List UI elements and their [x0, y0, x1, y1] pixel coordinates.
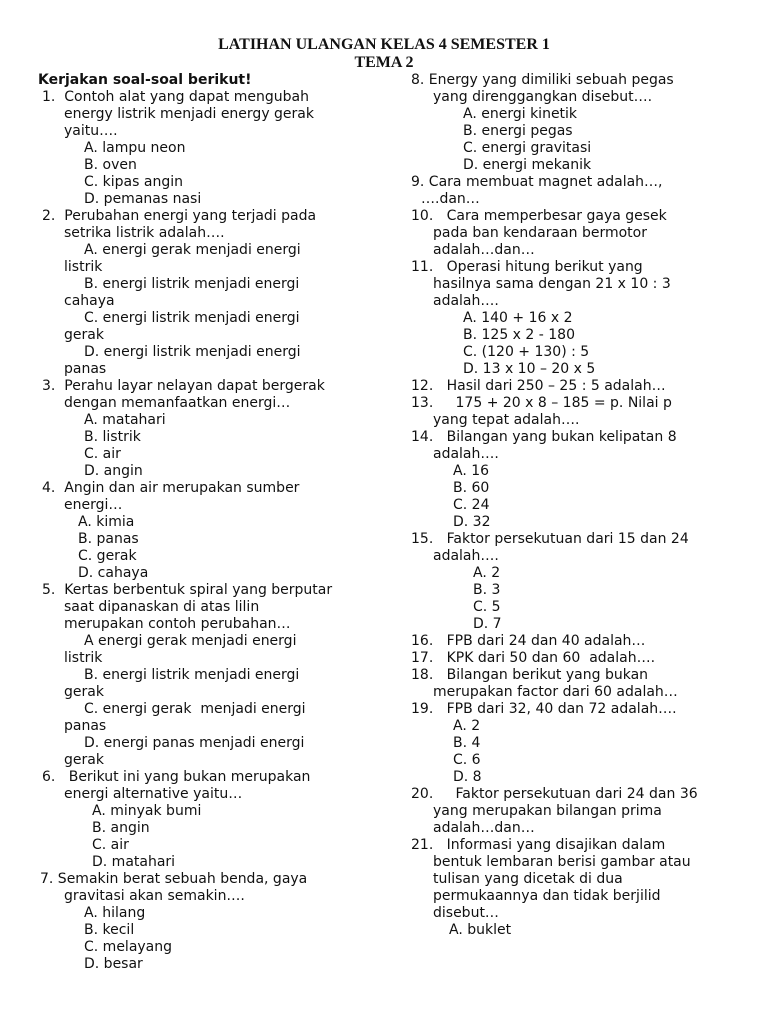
question-line: 7. Semakin berat sebuah benda, gaya [40, 871, 308, 887]
question-line: C. 5 [473, 599, 501, 615]
question-line: A. kimia [78, 514, 135, 530]
question-line: A. hilang [84, 905, 146, 921]
right-question-column [411, 72, 756, 939]
question-line: C. kipas angin [84, 174, 183, 190]
question-line: disebut… [433, 905, 499, 921]
question-line: 19. FPB dari 32, 40 dan 72 adalah…. [411, 701, 677, 717]
question-line: yang direnggangkan disebut…. [433, 89, 653, 105]
question-line: adalah…. [433, 293, 499, 309]
question-line: B. panas [78, 531, 139, 547]
instruction-text: Kerjakan soal-soal berikut! [38, 72, 252, 88]
question-line: D. besar [84, 956, 143, 972]
question-line: B. angin [92, 820, 150, 836]
left-question-column [38, 72, 378, 973]
question-line: adalah…dan… [433, 242, 535, 258]
question-line: 14. Bilangan yang bukan kelipatan 8 [411, 429, 677, 445]
question-line: panas [64, 718, 107, 734]
question-line: 10. Cara memperbesar gaya gesek [411, 208, 667, 224]
question-line: 17. KPK dari 50 dan 60 adalah…. [411, 650, 656, 666]
question-line: 16. FPB dari 24 dan 40 adalah… [411, 633, 646, 649]
question-line: C. energi gravitasi [463, 140, 592, 156]
question-line: gerak [64, 684, 104, 700]
question-line: adalah…. [433, 446, 499, 462]
question-line: C. 6 [453, 752, 481, 768]
question-line: D. 32 [453, 514, 491, 530]
question-line: 3. Perahu layar nelayan dapat bergerak [42, 378, 325, 394]
question-line: 21. Informasi yang disajikan dalam [411, 837, 666, 853]
question-line: listrik [64, 650, 103, 666]
question-line: 9. Cara membuat magnet adalah…, [411, 174, 663, 190]
question-line: B. energi pegas [463, 123, 573, 139]
question-line: 13. 175 + 20 x 8 – 185 = p. Nilai p [411, 395, 672, 411]
question-line: D. 13 x 10 – 20 x 5 [463, 361, 596, 377]
question-line: bentuk lembaran berisi gambar atau [433, 854, 691, 870]
question-line: cahaya [64, 293, 115, 309]
question-line: A. 2 [453, 718, 481, 734]
question-line: ….dan… [421, 191, 480, 207]
question-line: B. 4 [453, 735, 481, 751]
question-line: C. gerak [78, 548, 137, 564]
question-line: gravitasi akan semakin…. [64, 888, 245, 904]
question-line: C. energi listrik menjadi energi [84, 310, 300, 326]
question-line: 2. Perubahan energi yang terjadi pada [42, 208, 317, 224]
question-line: D. energi listrik menjadi energi [84, 344, 301, 360]
question-line: D. matahari [92, 854, 176, 870]
question-line: 18. Bilangan berikut yang bukan [411, 667, 649, 683]
question-line: hasilnya sama dengan 21 x 10 : 3 [433, 276, 671, 292]
question-line: D. 8 [453, 769, 482, 785]
question-line: A. 140 + 16 x 2 [463, 310, 573, 326]
question-line: yang tepat adalah…. [433, 412, 580, 428]
question-line: 5. Kertas berbentuk spiral yang berputar [42, 582, 333, 598]
question-line: D. cahaya [78, 565, 149, 581]
question-line: D. 7 [473, 616, 502, 632]
question-line: C. melayang [84, 939, 173, 955]
question-line: adalah…. [433, 548, 499, 564]
question-line: C. 24 [453, 497, 490, 513]
question-line: dengan memanfaatkan energi… [64, 395, 291, 411]
question-line: 8. Energy yang dimiliki sebuah pegas [411, 72, 674, 88]
question-line: B. kecil [84, 922, 135, 938]
question-line: B. oven [84, 157, 137, 173]
question-line: 11. Operasi hitung berikut yang [411, 259, 643, 275]
question-line: A energi gerak menjadi energi [84, 633, 297, 649]
question-line: merupakan factor dari 60 adalah… [433, 684, 678, 700]
question-line: energi… [64, 497, 123, 513]
question-line: 15. Faktor persekutuan dari 15 dan 24 [411, 531, 689, 547]
question-line: setrika listrik adalah…. [64, 225, 225, 241]
question-line: D. pemanas nasi [84, 191, 202, 207]
question-line: gerak [64, 327, 104, 343]
question-line: 1. Contoh alat yang dapat mengubah [42, 89, 310, 105]
question-line: C. air [92, 837, 129, 853]
question-line: A. minyak bumi [92, 803, 202, 819]
question-line: A. energi kinetik [463, 106, 578, 122]
question-line: B. energi listrik menjadi energi [84, 667, 300, 683]
question-line: energi alternative yaitu… [64, 786, 243, 802]
question-line: A. matahari [84, 412, 166, 428]
question-line: C. energi gerak menjadi energi [84, 701, 306, 717]
question-line: panas [64, 361, 107, 377]
document-title: LATIHAN ULANGAN KELAS 4 SEMESTER 1 [218, 36, 550, 53]
question-line: B. listrik [84, 429, 141, 445]
question-line: B. 3 [473, 582, 501, 598]
question-line: merupakan contoh perubahan… [64, 616, 291, 632]
question-line: yaitu…. [64, 123, 118, 139]
document-subtitle: TEMA 2 [354, 54, 414, 71]
question-line: C. air [84, 446, 121, 462]
question-line: 6. Berikut ini yang bukan merupakan [42, 769, 311, 785]
question-line: 4. Angin dan air merupakan sumber [42, 480, 300, 496]
question-line: A. buklet [449, 922, 512, 938]
question-line: permukaannya dan tidak berjilid [433, 888, 661, 904]
question-line: energy listrik menjadi energy gerak [64, 106, 314, 122]
question-line: A. lampu neon [84, 140, 186, 156]
question-line: C. (120 + 130) : 5 [463, 344, 590, 360]
question-line: B. energi listrik menjadi energi [84, 276, 300, 292]
question-line: A. energi gerak menjadi energi [84, 242, 301, 258]
question-line: listrik [64, 259, 103, 275]
question-line: 20. Faktor persekutuan dari 24 dan 36 [411, 786, 698, 802]
question-line: B. 125 x 2 - 180 [463, 327, 575, 343]
question-line: B. 60 [453, 480, 490, 496]
question-line: pada ban kendaraan bermotor [433, 225, 647, 241]
question-line: A. 2 [473, 565, 501, 581]
question-line: D. energi panas menjadi energi [84, 735, 305, 751]
question-line: 12. Hasil dari 250 – 25 : 5 adalah… [411, 378, 666, 394]
question-line: saat dipanaskan di atas lilin [64, 599, 260, 615]
question-line: D. angin [84, 463, 143, 479]
question-line: adalah…dan… [433, 820, 535, 836]
question-line: D. energi mekanik [463, 157, 592, 173]
question-line: gerak [64, 752, 104, 768]
question-line: tulisan yang dicetak di dua [433, 871, 623, 887]
question-line: yang merupakan bilangan prima [433, 803, 662, 819]
question-line: A. 16 [453, 463, 490, 479]
